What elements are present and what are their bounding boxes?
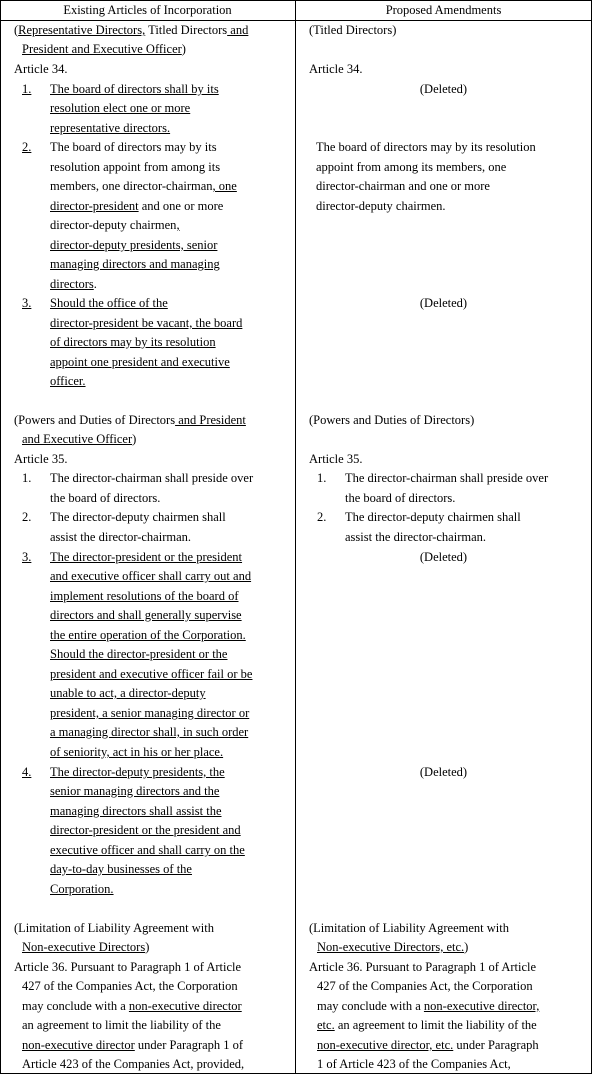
article-36-title: (Limitation of Liability Agreement with: [309, 921, 509, 935]
paragraph-line: the entire operation of the Corporation.: [50, 628, 246, 642]
paragraph-number: 1.: [317, 471, 327, 485]
article-36-title: (Limitation of Liability Agreement with: [14, 921, 214, 935]
article-34-title-cont: President and Executive Officer): [22, 42, 186, 56]
column-divider: [295, 0, 296, 1074]
paragraph-line: senior managing directors and the: [50, 784, 220, 798]
deleted-marker: (Deleted): [419, 296, 468, 310]
header-proposed: Proposed Amendments: [385, 3, 502, 17]
paragraph-line: day-to-day businesses of the: [50, 862, 192, 876]
deleted-marker: (Deleted): [419, 550, 468, 564]
paragraph-line: The director-president or the president: [50, 550, 243, 564]
article-36-text: non-executive director, etc. under Paragraph: [317, 1038, 539, 1052]
paragraph-line: director-chairman and one or more: [316, 179, 490, 193]
paragraph-line: director-president and one or more: [50, 199, 224, 213]
paragraph-line: and executive officer shall carry out and: [50, 569, 252, 583]
paragraph-line: director-deputy chairmen,: [50, 218, 180, 232]
paragraph-line: The board of directors may by its resolution: [316, 140, 536, 154]
paragraph-line: assist the director-chairman.: [345, 530, 487, 544]
paragraph-line: president, a senior managing director or: [50, 706, 250, 720]
paragraph-line: resolution appoint from among its: [50, 160, 221, 174]
article-34-heading: Article 34.: [14, 62, 68, 76]
article-36-text: non-executive director under Paragraph 1 of: [22, 1038, 244, 1052]
paragraph-line: resolution elect one or more: [50, 101, 191, 115]
paragraph-line: The director-deputy chairmen shall: [345, 510, 521, 524]
article-36-title-cont: Non-executive Directors, etc.): [317, 940, 469, 954]
paragraph-line: officer.: [50, 374, 86, 388]
paragraph-line: The board of directors may by its: [50, 140, 217, 154]
paragraph-line: director-deputy presidents, senior: [50, 238, 218, 252]
article-36-text: Article 423 of the Companies Act, provided,: [22, 1057, 245, 1071]
article-35-title: (Powers and Duties of Directors and President: [14, 413, 246, 427]
article-36-title-cont: Non-executive Directors): [22, 940, 150, 954]
paragraph-line: The director-deputy presidents, the: [50, 765, 225, 779]
paragraph-number: 4.: [22, 765, 32, 779]
article-34-heading: Article 34.: [309, 62, 363, 76]
paragraph-line: Corporation.: [50, 882, 114, 896]
paragraph-number: 3.: [22, 296, 32, 310]
paragraph-number: 3.: [22, 550, 32, 564]
paragraph-line: of seniority, act in his or her place.: [50, 745, 224, 759]
article-36-text: may conclude with a non-executive director,: [317, 999, 540, 1013]
paragraph-number: 1.: [22, 471, 32, 485]
paragraph-line: The director-deputy chairmen shall: [50, 510, 226, 524]
paragraph-number: 2.: [22, 140, 32, 154]
article-36-text: an agreement to limit the liability of the: [22, 1018, 221, 1032]
table-border-left: [0, 0, 1, 1074]
paragraph-number: 1.: [22, 82, 32, 96]
deleted-marker: (Deleted): [419, 765, 468, 779]
article-34-title: (Representative Directors, Titled Directors and: [14, 23, 249, 37]
article-35-heading: Article 35.: [309, 452, 363, 466]
paragraph-number: 2.: [22, 510, 32, 524]
paragraph-line: Should the office of the: [50, 296, 168, 310]
article-35-heading: Article 35.: [14, 452, 68, 466]
paragraph-number: 2.: [317, 510, 327, 524]
paragraph-line: representative directors.: [50, 121, 171, 135]
paragraph-line: the board of directors.: [50, 491, 161, 505]
article-36-text: 427 of the Companies Act, the Corporation: [22, 979, 238, 993]
paragraph-line: president and executive officer fail or be: [50, 667, 253, 681]
paragraph-line: executive officer and shall carry on the: [50, 843, 245, 857]
paragraph-line: director-president or the president and: [50, 823, 241, 837]
article-36-text: etc. an agreement to limit the liability of the: [317, 1018, 537, 1032]
paragraph-line: director-president be vacant, the board: [50, 316, 243, 330]
article-36-text: may conclude with a non-executive director: [22, 999, 242, 1013]
paragraph-line: implement resolutions of the board of: [50, 589, 239, 603]
article-36-text: 427 of the Companies Act, the Corporation: [317, 979, 533, 993]
paragraph-line: The director-chairman shall preside over: [345, 471, 549, 485]
paragraph-line: managing directors shall assist the: [50, 804, 222, 818]
paragraph-line: Should the director-president or the: [50, 647, 228, 661]
paragraph-line: director-deputy chairmen.: [316, 199, 446, 213]
paragraph-line: assist the director-chairman.: [50, 530, 192, 544]
paragraph-line: a managing director shall, in such order: [50, 725, 249, 739]
header-existing: Existing Articles of Incorporation: [63, 3, 232, 17]
table-border-top: [0, 0, 592, 1]
paragraph-line: of directors may by its resolution: [50, 335, 216, 349]
article-36-text: Article 36. Pursuant to Paragraph 1 of Article: [14, 960, 242, 974]
paragraph-line: directors.: [50, 277, 97, 291]
article-34-title: (Titled Directors): [309, 23, 397, 37]
paragraph-line: the board of directors.: [345, 491, 456, 505]
paragraph-line: The board of directors shall by its: [50, 82, 219, 96]
paragraph-line: members, one director-chairman, one: [50, 179, 237, 193]
article-35-title-cont: and Executive Officer): [22, 432, 137, 446]
paragraph-line: unable to act, a director-deputy: [50, 686, 206, 700]
paragraph-line: appoint from among its members, one: [316, 160, 507, 174]
article-35-title: (Powers and Duties of Directors): [309, 413, 475, 427]
article-36-text: 1 of Article 423 of the Companies Act,: [317, 1057, 511, 1071]
paragraph-line: appoint one president and executive: [50, 355, 230, 369]
article-36-text: Article 36. Pursuant to Paragraph 1 of Article: [309, 960, 537, 974]
paragraph-line: managing directors and managing: [50, 257, 220, 271]
paragraph-line: directors and shall generally supervise: [50, 608, 242, 622]
paragraph-line: The director-chairman shall preside over: [50, 471, 254, 485]
deleted-marker: (Deleted): [419, 82, 468, 96]
